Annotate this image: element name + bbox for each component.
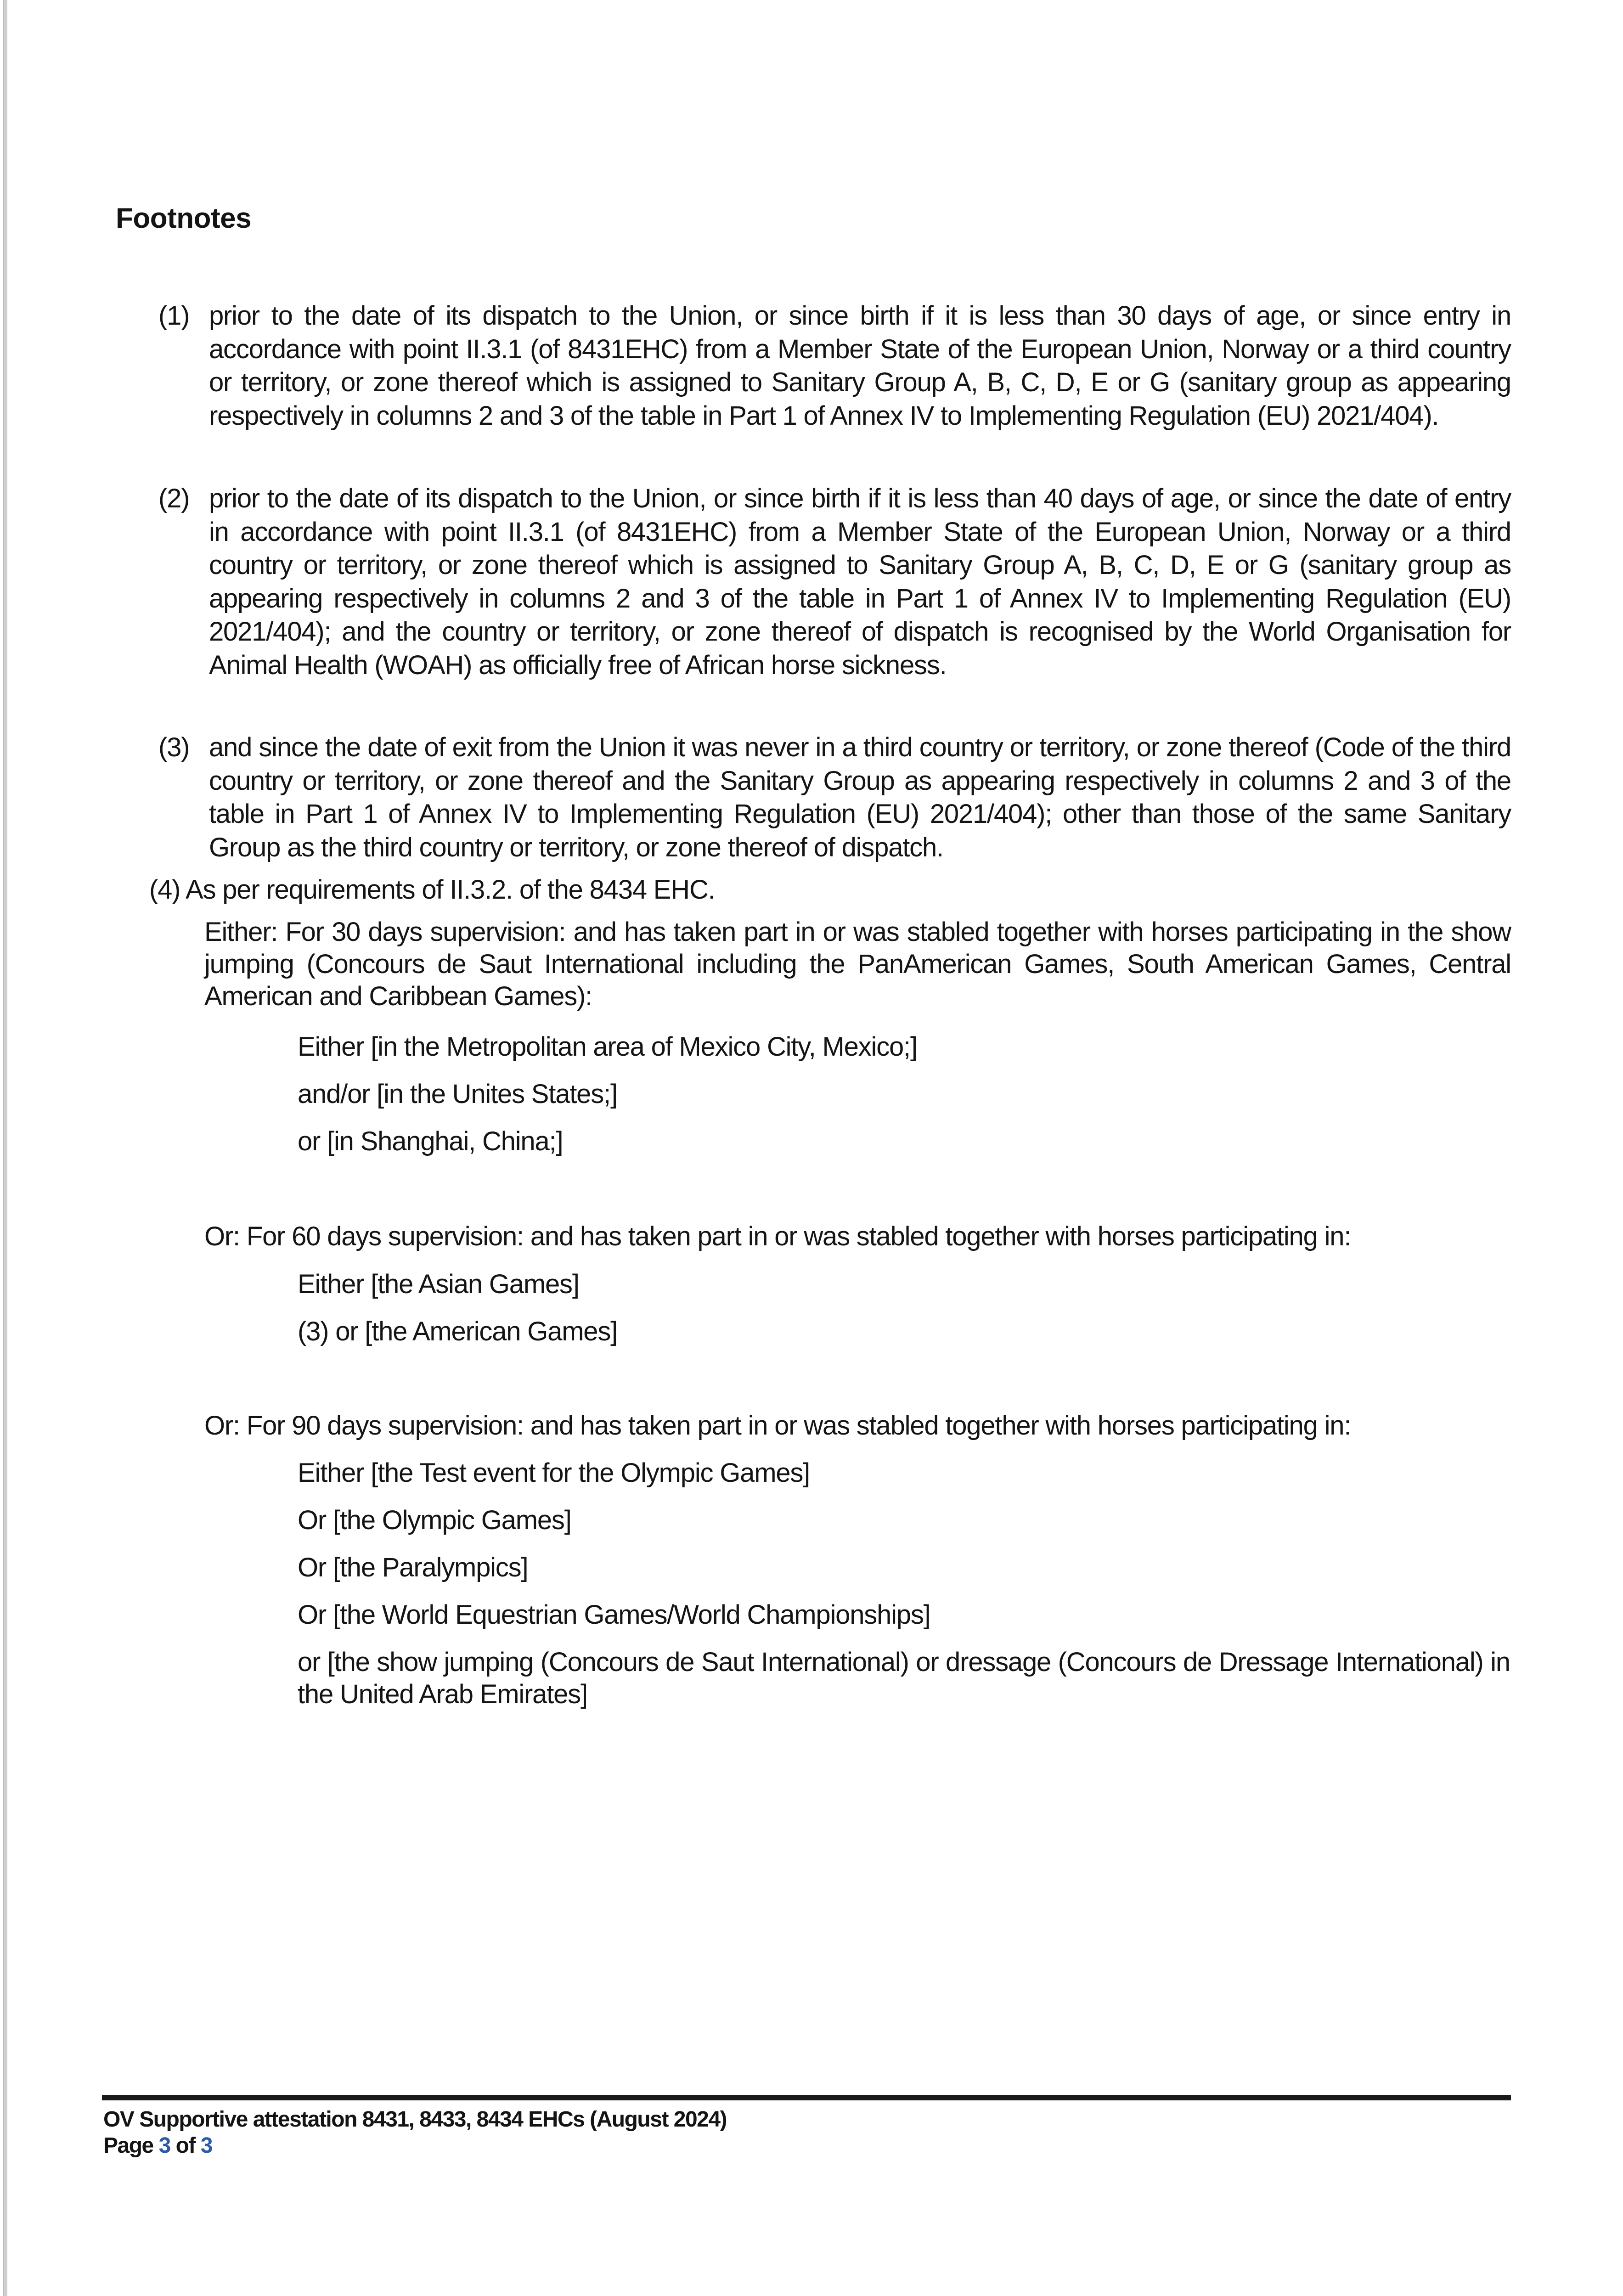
footer-page-number [103,2133,212,2158]
footer-document-title: OV Supportive attestation 8431, 8433, 8434 EHCs (August 2024) [103,2107,727,2132]
page-of: of [175,2133,195,2158]
option-world-equestrian-games: Or [the World Equestrian Games/World Championships] [298,1600,930,1630]
option-shanghai: or [in Shanghai, China;] [298,1126,563,1156]
page-title: Footnotes [116,203,252,234]
page-total: 3 [200,2133,212,2158]
footnote-3 [158,731,1511,864]
option-united-states: and/or [in the Unites States;] [298,1079,617,1109]
footnote-number: (3) [158,732,190,762]
footnote-number: (1) [158,301,190,331]
option-olympic-games: Or [the Olympic Games] [298,1505,571,1535]
option-american-games: (3) or [the American Games] [298,1317,618,1346]
supervision-90-days-intro: Or: For 90 days supervision: and has taken part in or was stabled together with horses participating in: [204,1411,1351,1441]
supervision-30-days-intro: Either: For 30 days supervision: and has taken part in or was stabled together with horses participating in the show jumping (Concours de Saut International including the PanAmerican Games, South American Games, Central American and Caribbean Games): [204,917,1511,1011]
footnote-4-title: (4) As per requirements of II.3.2. of the 8434 EHC. [149,875,715,905]
footnote-1 [158,299,1511,433]
footer-divider [102,2095,1511,2100]
supervision-60-days-intro: Or: For 60 days supervision: and has taken part in or was stabled together with horses participating in: [204,1221,1351,1251]
footnote-number: (2) [158,484,190,513]
scan-edge [3,0,7,2296]
option-uae-show-jumping-dressage: or [the show jumping (Concours de Saut International) or dressage (Concours de Dressage International) in the United Arab Emirates] [298,1647,1510,1709]
page-current: 3 [158,2133,170,2158]
footnote-text: and since the date of exit from the Union it was never in a third country or territory, or zone thereof (Code of the third country or territory, or zone thereof and the Sanitary Group as appearing respectively in columns 2 and 3 of the table in Part 1 of Annex IV to Implementing Regulation (EU) 2021/404); other than those of the same Sanitary Group as the third country or territory, or zone thereof of dispatch. [209,732,1511,862]
page-label: Page [103,2133,153,2158]
footnote-2 [158,482,1511,682]
option-mexico-city: Either [in the Metropolitan area of Mexico City, Mexico;] [298,1032,917,1062]
footnote-text: prior to the date of its dispatch to the Union, or since birth if it is less than 30 days of age, or since entry in accordance with point II.3.1 (of 8431EHC) from a Member State of the European Union, Norway or a third country or territory, or zone thereof which is assigned to Sanitary Group A, B, C, D, E or G (sanitary group as appearing respectively in columns 2 and 3 of the table in Part 1 of Annex IV to Implementing Regulation (EU) 2021/404). [209,301,1511,431]
option-paralympics: Or [the Paralympics] [298,1553,528,1582]
option-asian-games: Either [the Asian Games] [298,1269,579,1299]
footnote-text: prior to the date of its dispatch to the Union, or since birth if it is less than 40 days of age, or since the date of entry in accordance with point II.3.1 (of 8431EHC) from a Member State of the European Union, Norway or a third country or territory, or zone thereof which is assigned to Sanitary Group A, B, C, D, E or G (sanitary group as appearing respectively in columns 2 and 3 of the table in Part 1 of Annex IV to Implementing Regulation (EU) 2021/404); and the country or territory, or zone thereof of dispatch is recognised by the World Organisation for Animal Health (WOAH) as officially free of African horse sickness. [209,484,1511,680]
option-olympic-test-event: Either [the Test event for the Olympic Games] [298,1458,810,1488]
